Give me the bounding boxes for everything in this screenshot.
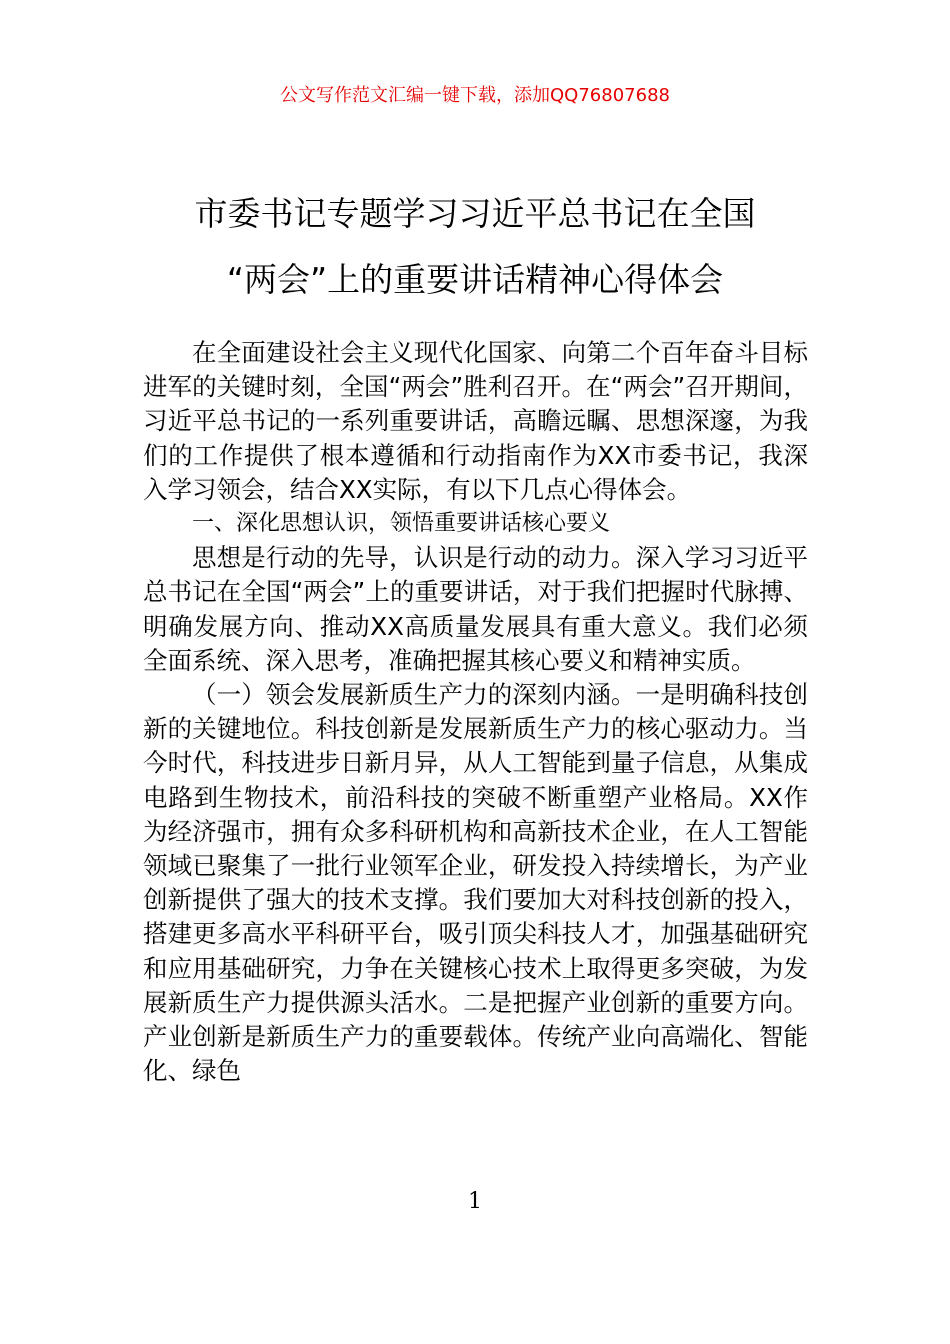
- title-line-1: 市委书记专题学习习近平总书记在全国: [194, 194, 756, 234]
- section-1-paragraph: 思想是行动的先导，认识是行动的动力。深入学习习近平总书记在全国“两会”上的重要讲话，对于我们把握时代脉搏、明确发展方向、推动XX高质量发展具有重大意义。我们必须全面系统、深入思考，准确把握其核心要义和精神实质。: [143, 543, 808, 675]
- intro-paragraph: 在全面建设社会主义现代化国家、向第二个百年奋斗目标进军的关键时刻，全国“两会”胜利召开。在“两会”召开期间，习近平总书记的一系列重要讲话，高瞻远瞩、思想深邃，为我们的工作提供了根本遵循和行动指南作为XX市委书记，我深入学习领会，结合XX实际，有以下几点心得体会。: [143, 338, 808, 504]
- document-body: [143, 336, 808, 1088]
- page-number: 1: [468, 1189, 482, 1214]
- document-title: [100, 192, 850, 324]
- subsection-1-paragraph: （一）领会发展新质生产力的深刻内涵。一是明确科技创新的关键地位。科技创新是发展新质生产力的核心驱动力。当今时代，科技进步日新月异，从人工智能到量子信息，从集成电路到生物技术，前沿科技的突破不断重塑产业格局。XX作为经济强市，拥有众多科研机构和高新技术企业，在人工智能领域已聚集了一批行业领军企业，研发投入持续增长，为产业创新提供了强大的技术支撑。我们要加大对科技创新的投入，搭建更多高水平科研平台，吸引顶尖科技人才，加强基础研究和应用基础研究，力争在关键核心技术上取得更多突破，为发展新质生产力提供源头活水。二是把握产业创新的重要方向。产业创新是新质生产力的重要载体。传统产业向高端化、智能化、绿色: [143, 680, 808, 1086]
- download-banner: 公文写作范文汇编一键下载，添加QQ76807688: [280, 85, 670, 106]
- section-heading-1: 一、深化思想认识，领悟重要讲话核心要义: [192, 511, 611, 537]
- title-line-2: “两会”上的重要讲话精神心得体会: [226, 260, 724, 300]
